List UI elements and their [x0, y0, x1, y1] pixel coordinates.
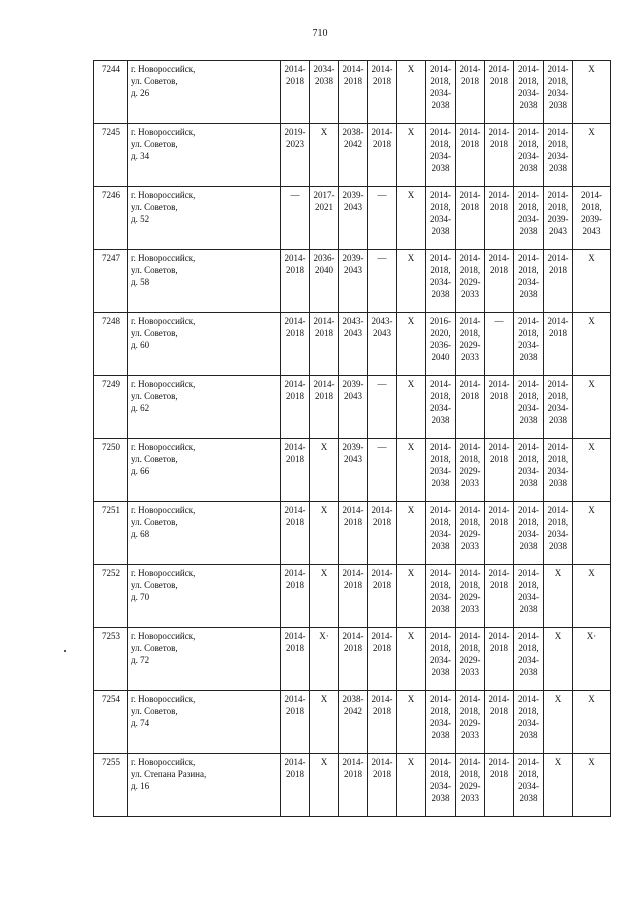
period-cell: 2014- 2018	[544, 313, 573, 376]
period-cell: 2014- 2018	[310, 376, 339, 439]
period-cell: 2014- 2018	[456, 187, 485, 250]
row-number-cell: 7246	[94, 187, 128, 250]
period-cell: X	[397, 754, 426, 817]
table-row	[94, 565, 611, 628]
period-cell: 2014- 2018, 2034- 2038	[426, 565, 456, 628]
period-cell: 2014- 2018, 2034- 2038	[544, 376, 573, 439]
period-cell: 2036- 2040	[310, 250, 339, 313]
period-cell: 2014- 2018	[281, 754, 310, 817]
period-cell: 2014- 2018	[281, 376, 310, 439]
period-cell: —	[368, 376, 397, 439]
row-number-cell: 7244	[94, 61, 128, 124]
period-cell: 2014- 2018, 2034- 2038	[426, 124, 456, 187]
period-cell: 2014- 2018, 2029- 2033	[456, 502, 485, 565]
period-cell: 2039- 2043	[339, 376, 368, 439]
period-cell: X	[573, 376, 611, 439]
period-cell: 2014- 2018, 2034- 2038	[544, 502, 573, 565]
period-cell: 2016- 2020, 2036- 2040	[426, 313, 456, 376]
period-cell: 2014- 2018	[485, 628, 514, 691]
period-cell: 2014- 2018, 2029- 2033	[456, 313, 485, 376]
row-number-cell: 7245	[94, 124, 128, 187]
period-cell: X	[397, 628, 426, 691]
period-cell: 2038- 2042	[339, 124, 368, 187]
address-cell: г. Новороссийск, ул. Советов, д. 70	[128, 565, 281, 628]
row-number-cell: 7254	[94, 691, 128, 754]
address-cell: г. Новороссийск, ул. Советов, д. 58	[128, 250, 281, 313]
period-cell: 2014- 2018, 2034- 2038	[426, 439, 456, 502]
period-cell: X	[310, 691, 339, 754]
period-cell: —	[485, 313, 514, 376]
period-cell: X	[397, 61, 426, 124]
period-cell: 2014- 2018	[368, 502, 397, 565]
period-cell: 2014- 2018	[281, 250, 310, 313]
period-cell: X	[573, 439, 611, 502]
row-number-cell: 7247	[94, 250, 128, 313]
period-cell: 2014- 2018	[281, 628, 310, 691]
period-cell: 2014- 2018, 2034- 2038	[514, 565, 544, 628]
period-cell: 2014- 2018	[281, 502, 310, 565]
period-cell: 2014- 2018	[485, 754, 514, 817]
address-cell: г. Новороссийск, ул. Советов, д. 72	[128, 628, 281, 691]
period-cell: 2017- 2021	[310, 187, 339, 250]
period-cell: X	[397, 502, 426, 565]
row-number-cell: 7253	[94, 628, 128, 691]
address-cell: г. Новороссийск, ул. Советов, д. 62	[128, 376, 281, 439]
period-cell: 2014- 2018, 2034- 2038	[426, 502, 456, 565]
period-cell: 2014- 2018, 2034- 2038	[514, 439, 544, 502]
table-row	[94, 502, 611, 565]
period-cell: 2014- 2018, 2034- 2038	[514, 502, 544, 565]
period-cell: X	[310, 754, 339, 817]
period-cell: 2014- 2018, 2039- 2043	[573, 187, 611, 250]
period-cell: 2014- 2018, 2034- 2038	[544, 439, 573, 502]
period-cell: X	[573, 502, 611, 565]
table-body	[94, 61, 611, 817]
period-cell: 2014- 2018	[339, 502, 368, 565]
period-cell: X	[310, 124, 339, 187]
period-cell: X	[544, 628, 573, 691]
period-cell: 2014- 2018, 2034- 2038	[426, 691, 456, 754]
period-cell: 2014- 2018, 2034- 2038	[426, 754, 456, 817]
period-cell: 2014- 2018	[368, 691, 397, 754]
period-cell: 2014- 2018, 2034- 2038	[426, 628, 456, 691]
period-cell: X	[397, 250, 426, 313]
table-row	[94, 124, 611, 187]
period-cell: 2014- 2018	[544, 250, 573, 313]
period-cell: 2014- 2018	[456, 376, 485, 439]
period-cell: 2014- 2018, 2034- 2038	[426, 250, 456, 313]
period-cell: 2014- 2018	[281, 439, 310, 502]
period-cell: X	[573, 124, 611, 187]
period-cell: 2014- 2018, 2034- 2038	[514, 628, 544, 691]
table-row	[94, 439, 611, 502]
period-cell: 2014- 2018, 2034- 2038	[514, 187, 544, 250]
period-cell: 2014- 2018, 2029- 2033	[456, 439, 485, 502]
period-cell: X	[310, 439, 339, 502]
period-cell: 2014- 2018	[281, 565, 310, 628]
period-cell: 2014- 2018, 2034- 2038	[514, 124, 544, 187]
period-cell: X·	[573, 628, 611, 691]
table-row	[94, 754, 611, 817]
period-cell: 2014- 2018	[485, 61, 514, 124]
period-cell: 2014- 2018	[281, 313, 310, 376]
row-number-cell: 7249	[94, 376, 128, 439]
row-number-cell: 7255	[94, 754, 128, 817]
table-row	[94, 691, 611, 754]
page-number: 710	[312, 28, 328, 39]
period-cell: X	[397, 565, 426, 628]
period-cell: X	[573, 691, 611, 754]
period-cell: —	[368, 439, 397, 502]
row-number-cell: 7248	[94, 313, 128, 376]
table-row	[94, 313, 611, 376]
period-cell: 2014- 2018, 2029- 2033	[456, 691, 485, 754]
period-cell: 2014- 2018	[485, 439, 514, 502]
period-cell: 2014- 2018	[485, 250, 514, 313]
period-cell: 2014- 2018	[339, 61, 368, 124]
period-cell: 2014- 2018, 2034- 2038	[426, 187, 456, 250]
period-cell: 2014- 2018	[281, 691, 310, 754]
period-cell: X	[397, 439, 426, 502]
period-cell: 2038- 2042	[339, 691, 368, 754]
schedule-table	[93, 60, 611, 817]
period-cell: 2019- 2023	[281, 124, 310, 187]
period-cell: —	[368, 187, 397, 250]
period-cell: X	[544, 691, 573, 754]
scan-speck	[64, 650, 66, 652]
address-cell: г. Новороссийск, ул. Советов, д. 52	[128, 187, 281, 250]
period-cell: 2043- 2043	[368, 313, 397, 376]
row-number-cell: 7252	[94, 565, 128, 628]
period-cell: X·	[310, 628, 339, 691]
period-cell: 2014- 2018	[368, 565, 397, 628]
period-cell: 2014- 2018, 2029- 2033	[456, 628, 485, 691]
period-cell: 2014- 2018, 2034- 2038	[514, 691, 544, 754]
period-cell: X	[397, 376, 426, 439]
period-cell: 2014- 2018	[485, 376, 514, 439]
period-cell: X	[573, 313, 611, 376]
period-cell: 2014- 2018	[485, 565, 514, 628]
address-cell: г. Новороссийск, ул. Советов, д. 26	[128, 61, 281, 124]
address-cell: г. Новороссийск, ул. Степана Разина, д. 16	[128, 754, 281, 817]
period-cell: 2014- 2018	[485, 502, 514, 565]
period-cell: 2014- 2018	[368, 124, 397, 187]
period-cell: 2014- 2018, 2034- 2038	[426, 61, 456, 124]
period-cell: X	[573, 61, 611, 124]
period-cell: X	[573, 250, 611, 313]
address-cell: г. Новороссийск, ул. Советов, д. 68	[128, 502, 281, 565]
period-cell: 2014- 2018	[456, 124, 485, 187]
period-cell: X	[397, 313, 426, 376]
address-cell: г. Новороссийск, ул. Советов, д. 66	[128, 439, 281, 502]
period-cell: 2014- 2018	[368, 754, 397, 817]
period-cell: 2014- 2018	[456, 61, 485, 124]
period-cell: X	[573, 565, 611, 628]
period-cell: 2014- 2018, 2029- 2033	[456, 754, 485, 817]
period-cell: 2039- 2043	[339, 250, 368, 313]
period-cell: X	[310, 502, 339, 565]
table-row	[94, 628, 611, 691]
period-cell: 2014- 2018, 2029- 2033	[456, 250, 485, 313]
period-cell: X	[397, 124, 426, 187]
period-cell: X	[397, 187, 426, 250]
address-cell: г. Новороссийск, ул. Советов, д. 74	[128, 691, 281, 754]
table-row	[94, 61, 611, 124]
period-cell: 2014- 2018, 2039- 2043	[544, 187, 573, 250]
table-row	[94, 376, 611, 439]
period-cell: 2039- 2043	[339, 439, 368, 502]
period-cell: 2014- 2018	[368, 61, 397, 124]
period-cell: —	[281, 187, 310, 250]
address-cell: г. Новороссийск, ул. Советов, д. 34	[128, 124, 281, 187]
period-cell: 2014- 2018, 2034- 2038	[514, 61, 544, 124]
period-cell: 2014- 2018	[485, 124, 514, 187]
row-number-cell: 7251	[94, 502, 128, 565]
period-cell: 2014- 2018, 2034- 2038	[544, 124, 573, 187]
period-cell: 2014- 2018	[339, 628, 368, 691]
period-cell: 2014- 2018, 2034- 2038	[514, 313, 544, 376]
period-cell: 2014- 2018	[485, 691, 514, 754]
address-cell: г. Новороссийск, ул. Советов, д. 60	[128, 313, 281, 376]
period-cell: X	[573, 754, 611, 817]
period-cell: 2014- 2018, 2034- 2038	[544, 61, 573, 124]
period-cell: X	[544, 754, 573, 817]
period-cell: X	[397, 691, 426, 754]
period-cell: 2014- 2018	[339, 754, 368, 817]
period-cell: X	[544, 565, 573, 628]
table-row	[94, 250, 611, 313]
period-cell: 2014- 2018, 2034- 2038	[514, 376, 544, 439]
period-cell: 2014- 2018	[310, 313, 339, 376]
period-cell: 2043- 2043	[339, 313, 368, 376]
period-cell: 2014- 2018, 2034- 2038	[514, 754, 544, 817]
period-cell: 2039- 2043	[339, 187, 368, 250]
period-cell: X	[310, 565, 339, 628]
period-cell: 2034- 2038	[310, 61, 339, 124]
period-cell: —	[368, 250, 397, 313]
period-cell: 2014- 2018, 2029- 2033	[456, 565, 485, 628]
period-cell: 2014- 2018	[368, 628, 397, 691]
period-cell: 2014- 2018	[281, 61, 310, 124]
period-cell: 2014- 2018	[485, 187, 514, 250]
period-cell: 2014- 2018	[339, 565, 368, 628]
period-cell: 2014- 2018, 2034- 2038	[514, 250, 544, 313]
table-row	[94, 187, 611, 250]
row-number-cell: 7250	[94, 439, 128, 502]
period-cell: 2014- 2018, 2034- 2038	[426, 376, 456, 439]
